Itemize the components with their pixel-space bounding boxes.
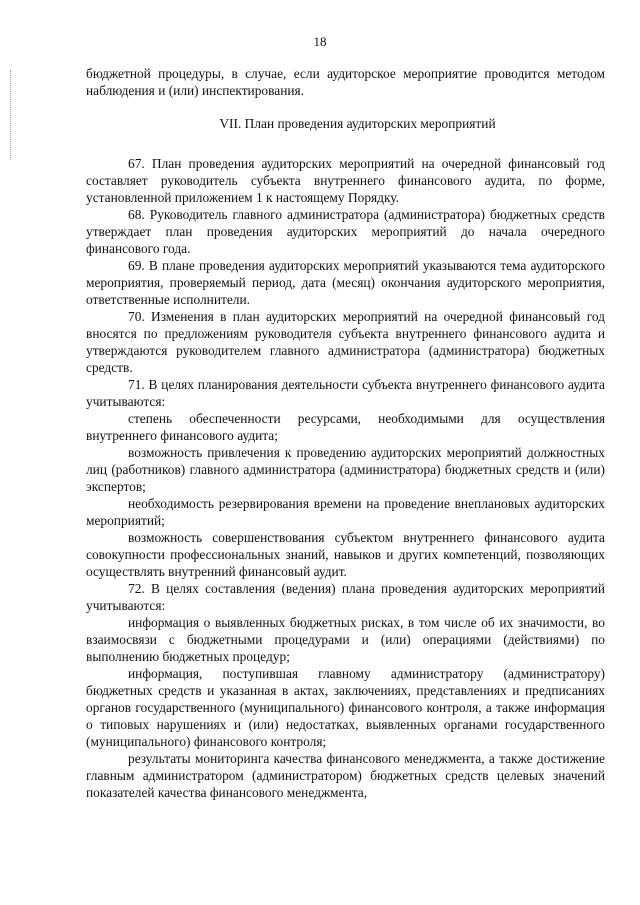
page-number: 18 (313, 34, 327, 49)
list-item-71-4: возможность совершенствования субъектом внутреннего финансового аудита совокупности профессиональных знаний, навыков и других компетенций, позволяющих осуществлять внутренний финансовый аудит. (86, 530, 605, 579)
list-item-71-2: возможность привлечения к проведению аудиторских мероприятий должностных лиц (работников) главного администратора (администратора) бюджетных средств и (или) экспертов; (86, 445, 605, 494)
document-body (86, 65, 605, 801)
paragraph-68: 68. Руководитель главного администратора (администратора) бюджетных средств утверждает план проведения аудиторских мероприятий до начала очередного финансового года. (86, 207, 605, 256)
paragraph-continuation: бюджетной процедуры, в случае, если аудиторское мероприятие проводится методом наблюдения и (или) инспектирования. (86, 66, 605, 98)
paragraph-70: 70. Изменения в план аудиторских мероприятий на очередной финансовый год вносятся по предложениям руководителя субъекта внутреннего финансового аудита и утверждаются руководителем главного администратора (администратора) бюджетных средств. (86, 309, 605, 375)
list-item-71-1: степень обеспеченности ресурсами, необходимыми для осуществления внутреннего финансового аудита; (86, 411, 605, 443)
paragraph-71: 71. В целях планирования деятельности субъекта внутреннего финансового аудита учитываются: (86, 377, 605, 409)
paragraph-69: 69. В плане проведения аудиторских мероприятий указываются тема аудиторского мероприятия, проверяемый период, дата (месяц) окончания аудиторского мероприятия, ответственные исполнители. (86, 258, 605, 307)
list-item-71-3: необходимость резервирования времени на проведение внеплановых аудиторских мероприятий; (86, 496, 605, 528)
paragraph-72: 72. В целях составления (ведения) плана проведения аудиторских мероприятий учитываются: (86, 581, 605, 613)
list-item-72-3: результаты мониторинга качества финансового менеджмента, а также достижение главным администратором (администратором) бюджетных средств целевых значений показателей качества финансового менеджмента, (86, 751, 605, 800)
scan-edge-marks (10, 70, 12, 160)
section-heading: VII. План проведения аудиторских мероприятий (219, 116, 496, 131)
list-item-72-1: информация о выявленных бюджетных рисках, в том числе об их значимости, во взаимосвязи с бюджетными процедурами и (или) операциями (действиями) по выполнению бюджетных процедур; (86, 615, 605, 664)
list-item-72-2: информация, поступившая главному администратору (администратору) бюджетных средств и указанная в актах, заключениях, представлениях и предписаниях органов государственного (муниципального) финансового контроля, а также информация о типовых нарушениях и (или) недостатках, выявленных органами государственного (муниципального) финансового контроля; (86, 666, 605, 749)
paragraph-67: 67. План проведения аудиторских мероприятий на очередной финансовый год составляет руководитель субъекта внутреннего финансового аудита, по форме, установленной приложением 1 к настоящему Порядку. (86, 156, 605, 205)
